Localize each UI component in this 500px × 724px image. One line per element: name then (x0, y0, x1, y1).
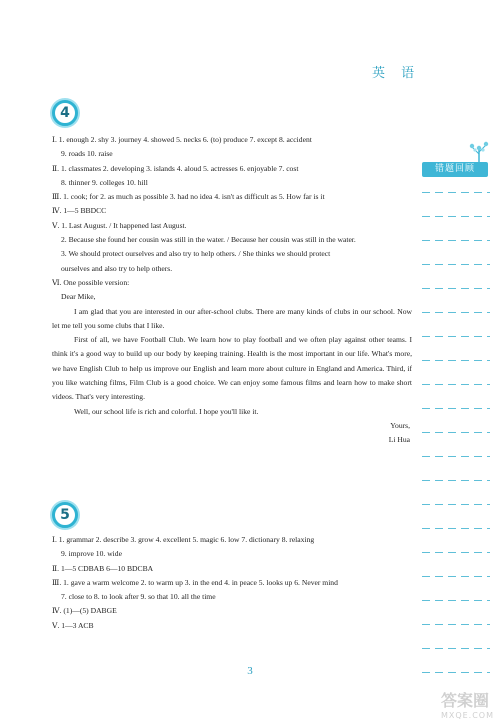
answer-line: 7. close to 8. to look after 9. so that 10. all the time (61, 592, 216, 602)
writing-line (422, 360, 490, 361)
writing-line (422, 312, 490, 313)
letter-paragraph: First of all, we have Football Club. We learn how to play football and we often play against other teams. I think it's a good way to build up our body by keeping training. Health is the most important in our life. What's more, we have English Club to help us improve our English and learn more about culture in England and America. Third, if you like watching films, Film Club is a good choice. We can enjoy some famous films and learn how to make short videos. That's very interesting. (52, 335, 412, 402)
writing-line (422, 600, 490, 601)
answer-line: Ⅴ. 1. Last August. / It happened last August. (52, 220, 187, 230)
writing-line (422, 336, 490, 337)
writing-line (422, 408, 490, 409)
answer-line: Ⅱ. 1—5 CDBAB 6—10 BDCBA (52, 563, 154, 573)
writing-line (422, 504, 490, 505)
answer-line: 9. roads 10. raise (61, 149, 113, 159)
answer-line: Ⅱ. 1. classmates 2. developing 3. islands 4. aloud 5. actresses 6. enjoyable 7. cost (52, 163, 299, 173)
section-4-answers (52, 133, 412, 448)
letter-signature: Li Hua (388, 435, 410, 445)
writing-line (422, 624, 490, 625)
writing-line (422, 576, 490, 577)
answer-line: Dear Mike, (61, 292, 96, 302)
subject-header: 英 语 (372, 66, 421, 81)
writing-line (422, 552, 490, 553)
answer-line: Ⅰ. 1. enough 2. shy 3. journey 4. showed 5. necks 6. (to) produce 7. except 8. accident (52, 135, 312, 144)
answer-line: Ⅴ. 1—3 ACB (52, 620, 94, 630)
page-number: 3 (247, 665, 253, 677)
answer-line: Ⅲ. 1. gave a warm welcome 2. to warm up 3. in the end 4. in peace 5. looks up 6. Never mind (52, 577, 338, 587)
writing-line (422, 216, 490, 217)
writing-line (422, 432, 490, 433)
section-4-badge: 4 (52, 100, 78, 126)
writing-line (422, 192, 490, 193)
writing-line (422, 288, 490, 289)
writing-line (422, 648, 490, 649)
answer-line: Ⅰ. 1. grammar 2. describe 3. grow 4. excellent 5. magic 6. low 7. dictionary 8. relaxing (52, 535, 315, 544)
answer-line: Ⅳ. (1)—(5) DABGE (52, 606, 117, 616)
letter-closing: Yours, (390, 420, 410, 430)
tree-icon (466, 140, 492, 164)
answer-line: 3. We should protect ourselves and also try to help others. / She thinks we should protect (61, 249, 331, 259)
answer-line: 2. Because she found her cousin was still in the water. / Because her cousin was still in the water. (61, 235, 356, 245)
writing-line (422, 384, 490, 385)
section-5-badge: 5 (52, 502, 78, 528)
answer-line: 8. thinner 9. colleges 10. hill (61, 177, 148, 187)
section-5-answers (52, 533, 412, 633)
writing-line (422, 480, 490, 481)
writing-line (422, 240, 490, 241)
sidebar-title: 错题回顾 (422, 162, 488, 177)
writing-line (422, 264, 490, 265)
watermark-logo: 答案圈 MXQE.COM (440, 691, 494, 720)
answer-line: Ⅳ. 1—5 BBDCC (52, 206, 107, 216)
answer-line: Ⅲ. 1. cook; for 2. as much as possible 3. had no idea 4. isn't as difficult as 5. How far is it (52, 192, 325, 202)
answer-line: 9. improve 10. wide (61, 549, 122, 559)
answer-line: ourselves and also try to help others. (61, 263, 173, 273)
letter-paragraph: I am glad that you are interested in our after-school clubs. There are many kinds of clubs in our school. Now let me tell you some clubs that I like. (52, 306, 412, 330)
answer-line: Ⅵ. One possible version: (52, 277, 130, 287)
writing-line (422, 456, 490, 457)
letter-paragraph: Well, our school life is rich and colorful. I hope you'll like it. (74, 406, 259, 416)
writing-line (422, 528, 490, 529)
